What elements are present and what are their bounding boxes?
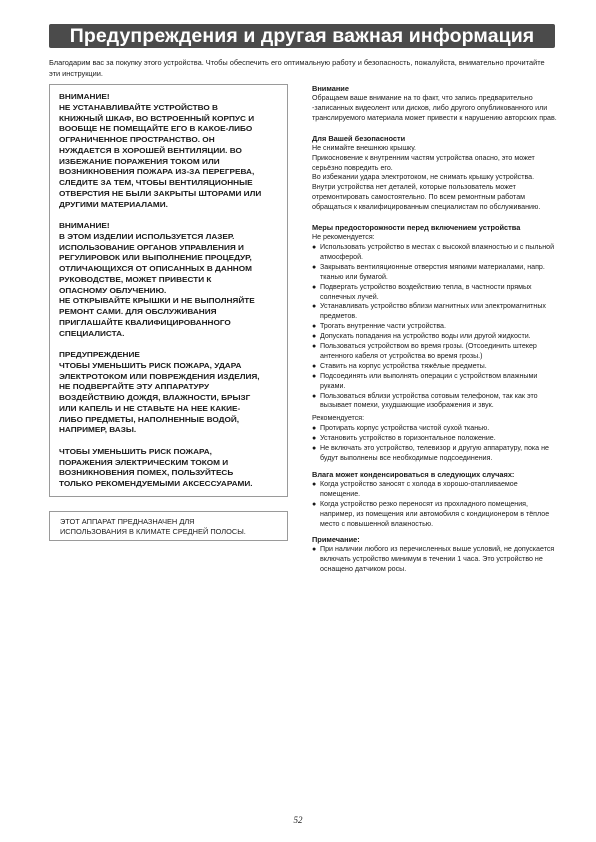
- warning-line: ВОЗНИКНОВЕНИЯ ПОМЕХ, ПОЛЬЗУЙТЕСЬ: [59, 468, 234, 478]
- list-item: [312, 263, 558, 283]
- list-item: [312, 322, 558, 332]
- list-item-text: Пользоваться вблизи устройства сотовым телефоном, так как это вызывает помехи, ухудшающие изображения и звук.: [320, 391, 538, 410]
- list-item: [312, 362, 558, 372]
- list-item: [312, 283, 558, 303]
- right-column: [312, 84, 558, 585]
- warning-line: ОПАСНОМУ ОБЛУЧЕНИЮ.: [59, 285, 167, 295]
- warning-line: ЧТОБЫ УМЕНЬШИТЬ РИСК ПОЖАРА, УДАРА: [59, 360, 242, 370]
- warning-line: СЛЕДИТЕ ЗА ТЕМ, ЧТОБЫ ВЕНТИЛЯЦИОННЫЕ: [59, 178, 253, 187]
- safety-line: Во избежании удара электротоком, не снимать крышку устройства. Внутри устройства нет деталей, которые пользователь может отремонтировать самостоятельно. По всем ремонтным работам обращаться к квалифицированным специалистам по обслуживанию.: [312, 173, 541, 212]
- warning-text: [59, 92, 300, 501]
- warning-line: ОГРАНИЧЕННОЕ ПРОСТРАНСТВО. ОН: [59, 135, 215, 144]
- bullet-icon: ●: [312, 362, 317, 370]
- attention-section: [312, 84, 558, 124]
- list-item-text: Когда устройство заносят с холода в хорошо-отапливаемое помещение.: [320, 479, 518, 498]
- warning-line: НАПРИМЕР, ВАЗЫ.: [59, 425, 137, 435]
- warning-paragraph: [59, 221, 300, 339]
- bullet-icon: ●: [312, 263, 317, 271]
- warning-line: ИСПОЛЬЗОВАНИЕ ОРГАНОВ УПРАВЛЕНИЯ И: [59, 242, 244, 252]
- warning-line: ОТВЕРСТИЯ НЕ БЫЛИ ЗАКРЫТЫ ШТОРАМИ ИЛИ: [59, 188, 262, 198]
- warning-line: ИЛИ КАПЕЛЬ И НЕ СТАВЬТЕ НА НЕЕ КАКИЕ-: [59, 403, 241, 413]
- precautions-heading: Меры предосторожности перед включением устройства: [312, 223, 521, 233]
- warning-line: РЕГУЛИРОВОК ИЛИ ВЫПОЛНЕНИЕ ПРОЦЕДУР,: [59, 253, 252, 263]
- bullet-icon: ●: [312, 243, 317, 251]
- list-item: [312, 444, 558, 464]
- list-item: [312, 342, 558, 362]
- warning-line: КНИЖНЫЙ ШКАФ, ВО ВСТРОЕННЫЙ КОРПУС И: [59, 113, 255, 123]
- intro-text: Благодарим вас за покупку этого устройства. Чтобы обеспечить его оптимальную работу и безопасность, пожалуйста, внимательно прочитайте эти инструкции.: [49, 58, 545, 78]
- warning-line: ВОЗНИКНОВЕНИЯ ПОЖАРА ИЗ-ЗА ПЕРЕГРЕВА,: [59, 167, 255, 177]
- safety-line: Не снимайте внешнюю крышку.: [312, 143, 417, 152]
- warning-line: СПЕЦИАЛИСТА.: [59, 328, 125, 338]
- list-item: [312, 480, 558, 500]
- warning-line: ЧТОБЫ УМЕНЬШИТЬ РИСК ПОЖАРА,: [59, 446, 212, 456]
- warning-paragraph: [59, 92, 300, 210]
- safety-heading: Для Вашей безопасности: [312, 133, 406, 143]
- list-item: [312, 332, 558, 342]
- recommended-label: Рекомендуется:: [312, 414, 365, 423]
- bullet-icon: ●: [312, 445, 317, 453]
- warning-line: РУКОВОДСТВЕ, МОЖЕТ ПРИВЕСТИ К: [59, 274, 212, 284]
- list-item-text: Не включать это устройство, телевизор и другую аппаратуру, пока не будут выполнены все необходимые подсоединения.: [320, 444, 549, 462]
- list-item: [312, 243, 558, 263]
- climate-note-line: ЭТОТ АППАРАТ ПРЕДНАЗНАЧЕН ДЛЯ: [60, 517, 195, 526]
- list-item-text: Допускать попадания на устройство воды или другой жидкости.: [320, 332, 531, 341]
- warning-line: ВООБЩЕ НЕ ПОМЕЩАЙТЕ ЕГО В КАКОЕ-ЛИБО: [59, 124, 253, 134]
- bullet-icon: ●: [312, 372, 317, 380]
- warning-line: НЕ УСТАНАВЛИВАЙТЕ УСТРОЙСТВО В: [59, 102, 218, 112]
- list-item-text: Устанавливать устройство вблизи магнитных или электромагнитных предметов.: [320, 302, 546, 321]
- list-item-text: Пользоваться устройством во время грозы. (Отсоединить штекер антенного кабеля от устройства во время грозы.): [320, 342, 537, 360]
- list-item-text: Трогать внутренние части устройства.: [320, 322, 446, 331]
- recommended-list: [312, 424, 558, 464]
- warning-line: НЕ ПОДВЕРГАЙТЕ ЭТУ АППАРАТУРУ: [59, 382, 210, 392]
- attention-heading: Внимание: [312, 84, 349, 93]
- list-item: [312, 434, 558, 444]
- bullet-icon: ●: [312, 343, 317, 351]
- warning-line: ПОРАЖЕНИЯ ЭЛЕКТРИЧЕСКИМ ТОКОМ И: [59, 457, 229, 467]
- note-section: [312, 535, 558, 575]
- warning-line: ТОЛЬКО РЕКОМЕНДУЕМЫМИ АКСЕССУАРАМИ.: [59, 479, 253, 488]
- safety-line: Прикосновение к внутренним частям устройства опасно, это может серьёзно повредить его.: [312, 153, 535, 172]
- bullet-icon: ●: [312, 480, 317, 488]
- list-item-text: Подвергать устройство воздействию тепла, в частности прямых солнечных лучей.: [320, 282, 532, 301]
- bullet-icon: ●: [312, 425, 317, 433]
- list-item-text: Протирать корпус устройства чистой сухой тканью.: [320, 424, 490, 433]
- list-item-text: Использовать устройство в местах с высокой влажностью и с пыльной атмосферой.: [320, 242, 555, 261]
- condensation-section: [312, 470, 558, 530]
- climate-note-text: [60, 517, 282, 537]
- bullet-icon: ●: [312, 500, 317, 508]
- list-item: [312, 545, 558, 575]
- list-item-text: При наличии любого из перечисленных выше условий, не допускается включать устройство минимум в течении 1 часа. Это устройство не оснащено датчиком росы.: [320, 545, 555, 574]
- list-item-text: Ставить на корпус устройства тяжёлые предметы.: [320, 361, 487, 370]
- warning-line: ПРЕДУПРЕЖДЕНИЕ: [59, 350, 140, 359]
- warning-line: ЛИБО ПРЕДМЕТЫ, НАПОЛНЕННЫЕ ВОДОЙ,: [59, 414, 240, 424]
- warning-paragraph: [59, 350, 300, 436]
- attention-text: Обращаем ваше внимание на то факт, что запись предварительно -записанных видеолент или дисков, либо другого опубликованного или транслируемого материала может привести к нарушению авторских прав.: [312, 94, 557, 122]
- warning-line: РЕМОНТ САМИ. ДЛЯ ОБСЛУЖИВАНИЯ: [59, 307, 217, 316]
- warning-paragraph: [59, 447, 300, 490]
- precautions-section: [312, 223, 558, 464]
- bullet-icon: ●: [312, 392, 317, 400]
- climate-note-line: ИСПОЛЬЗОВАНИЯ В КЛИМАТЕ СРЕДНЕЙ ПОЛОСЫ.: [60, 526, 246, 536]
- not-recommended-list: [312, 243, 558, 411]
- page-title: Предупреждения и другая важная информация: [49, 24, 555, 48]
- warning-line: В ЭТОМ ИЗДЕЛИИ ИСПОЛЬЗУЕТСЯ ЛАЗЕР.: [59, 231, 235, 241]
- bullet-icon: ●: [312, 283, 317, 291]
- note-list: [312, 545, 558, 575]
- warning-line: ВОЗДЕЙСТВИЮ ДОЖДЯ, ВЛАЖНОСТИ, БРЫЗГ: [59, 393, 251, 402]
- bullet-icon: ●: [312, 546, 317, 554]
- warning-line: ПРИГЛАШАЙТЕ КВАЛИФИЦИРОВАННОГО: [59, 317, 231, 327]
- bullet-icon: ●: [312, 333, 317, 341]
- list-item-text: Подсоединять или выполнять операции с устройством влажными руками.: [320, 371, 538, 390]
- bullet-icon: ●: [312, 323, 317, 331]
- warning-line: ВНИМАНИЕ!: [59, 221, 110, 230]
- note-heading: Примечание:: [312, 535, 360, 545]
- warning-line: ИЗБЕЖАНИЕ ПОРАЖЕНИЯ ТОКОМ ИЛИ: [59, 156, 220, 166]
- condensation-list: [312, 480, 558, 530]
- warning-line: НУЖДАЕТСЯ В ХОРОШЕЙ ВЕНТИЛЯЦИИ. ВО: [59, 145, 242, 155]
- safety-section: [312, 134, 558, 213]
- not-recommended-label: Не рекомендуется:: [312, 233, 375, 242]
- list-item-text: Когда устройство резко переносят из прохладного помещения, например, из помещения или автомобиля с кондиционером в тёплое место с повышенной влажностью.: [320, 499, 550, 528]
- warning-line: ОТЛИЧАЮЩИХСЯ ОТ ОПИСАННЫХ В ДАННОМ: [59, 264, 252, 273]
- list-item-text: Установить устройство в горизонтальное положение.: [320, 434, 496, 443]
- list-item: [312, 500, 558, 530]
- list-item: [312, 424, 558, 434]
- list-item: [312, 392, 558, 412]
- warning-line: ДРУГИМИ МАТЕРИАЛАМИ.: [59, 199, 168, 209]
- page-number: 52: [293, 815, 303, 825]
- warning-line: ЭЛЕКТРОТОКОМ ИЛИ ПОВРЕЖДЕНИЯ ИЗДЕЛИЯ,: [59, 371, 260, 381]
- list-item-text: Закрывать вентиляционные отверстия мягкими материалами, напр. тканью или бумагой.: [320, 262, 545, 281]
- list-item: [312, 302, 558, 322]
- list-item: [312, 372, 558, 392]
- bullet-icon: ●: [312, 303, 317, 311]
- warning-line: НЕ ОТКРЫВАЙТЕ КРЫШКИ И НЕ ВЫПОЛНЯЙТЕ: [59, 296, 255, 306]
- condensation-heading: Влага может конденсироваться в следующих случаях:: [312, 469, 515, 479]
- bullet-icon: ●: [312, 435, 317, 443]
- warning-line: ВНИМАНИЕ!: [59, 92, 110, 101]
